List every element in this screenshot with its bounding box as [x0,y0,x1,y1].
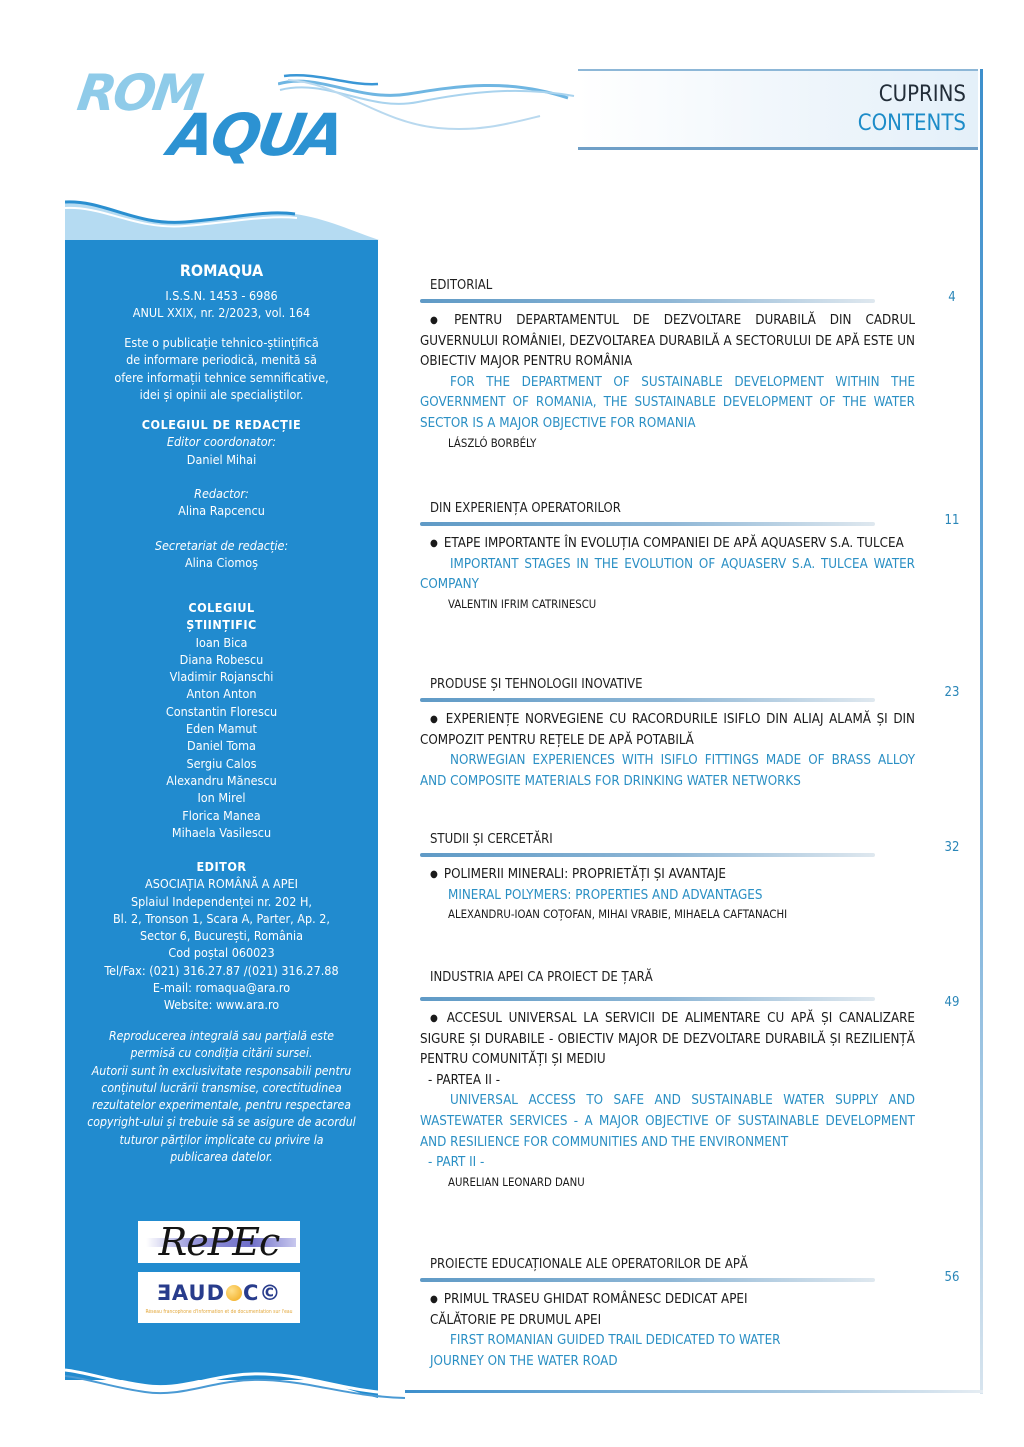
editor-heading: EDITOR [196,859,247,874]
page-number[interactable]: 56 [944,1270,960,1285]
bullet-icon: ● [430,1013,441,1024]
section-title: DIN EXPERIENȚA OPERATORILOR [430,501,621,516]
bottom-border-line [405,1390,983,1393]
email-link[interactable]: E-mail: romaqua@ara.ro [152,980,291,996]
header-title-ro: CUPRINS [878,82,966,107]
toc-section-water-industry [420,969,920,1192]
board-member: Florica Manea [182,807,261,823]
board-member: Daniel Toma [187,738,256,754]
bullet-icon: ● [430,714,440,725]
redactor-name: Alina Rapcencu [178,503,265,519]
logo-wave-ribbon-icon [278,72,578,142]
section-title: PROIECTE EDUCAȚIONALE ALE OPERATORILOR DE APĂ [430,1257,748,1272]
sidebar-bottom-wave-icon [65,1360,405,1400]
article-authors: LÁSZLÓ BORBÉLY [448,436,537,450]
article-title-en: FOR THE DEPARTMENT OF SUSTAINABLE DEVELOPMENT WITHIN THE GOVERNMENT OF ROMANIA, THE SUSTAINABLE DEVELOPMENT OF THE WATER SECTOR IS A MAJOR OBJECTIVE FOR ROMANIA [420,374,915,431]
sidebar-masthead [65,240,378,1380]
article-title-ro: PENTRU DEPARTAMENTUL DE DEZVOLTARE DURABILĂ DIN CADRUL GUVERNULUI ROMÂNIEI, DEZVOLTAREA DURABILĂ A SECTORULUI DE APĂ ESTE UN OBIECTIV MAJOR PENTRU ROMÂNIA [420,313,915,370]
toc-entry[interactable] [420,534,920,614]
bullet-icon: ● [430,538,438,549]
notice-line: conținutul lucrării transmise, corectitudinea [101,1080,342,1095]
section-divider [420,1278,875,1282]
header-title-en: CONTENTS [857,111,966,136]
article-subtitle-ro: CĂLĂTORIE PE DRUMUL APEI [430,1312,602,1328]
issn: I.S.S.N. 1453 - 6986 [165,288,278,303]
page-number[interactable]: 49 [944,995,960,1010]
journal-name: ROMAQUA [179,261,264,280]
article-authors: VALENTIN IFRIM CATRINESCU [448,597,597,611]
board-member: Alexandru Mănescu [166,772,277,788]
toc-section-editorial [420,277,920,453]
toc-entry[interactable] [420,865,920,924]
section-divider [420,997,875,1001]
notice-line: copyright-ului și trebuie să se asigure de acordul [87,1115,356,1130]
bullet-icon: ● [430,1294,438,1305]
notice-line: tuturor părților implicate cu privire la [119,1132,324,1147]
section-title: INDUSTRIA APEI CA PROIECT DE ȚARĂ [430,970,653,985]
page-number[interactable]: 32 [944,840,960,855]
article-subtitle-en: JOURNEY ON THE WATER ROAD [430,1353,618,1369]
section-title: STUDII ȘI CERCETĂRI [430,832,553,847]
bullet-icon: ● [430,315,449,326]
section-divider [420,299,875,303]
section-divider [420,853,875,857]
toc-section-educational-projects [420,1256,920,1372]
article-title-ro: ACCESUL UNIVERSAL LA SERVICII DE ALIMENTARE CU APĂ ȘI CANALIZARE SIGURE ȘI DURABILE - OBIECTIV MAJOR DE DEZVOLTARE DURABILĂ ȘI REZILIENȚĂ PENTRU COMUNITĂȚI ȘI MEDIU [420,1011,915,1068]
coordinator-label: Editor coordonator: [166,434,277,450]
page-number[interactable]: 4 [948,290,956,305]
page-number[interactable]: 11 [944,513,960,528]
article-title-en: UNIVERSAL ACCESS TO SAFE AND SUSTAINABLE WATER SUPPLY AND WASTEWATER SERVICES - A MAJOR OBJECTIVE OF SUSTAINABLE DEVELOPMENT AND RESILIENCE FOR COMMUNITIES AND THE ENVIRONMENT [420,1093,915,1150]
toc-entry[interactable] [420,710,920,792]
article-title-en: IMPORTANT STAGES IN THE EVOLUTION OF AQUASERV S.A. TULCEA WATER COMPANY [420,556,915,593]
website-link[interactable]: Website: www.ara.ro [163,997,280,1013]
bullet-icon: ● [430,869,438,880]
address-line: Sector 6, București, România [139,928,304,944]
address-line: Splaiul Independenței nr. 202 H, [131,893,312,909]
description-line: idei și opinii ale specialiștilor. [139,386,304,402]
section-title: EDITORIAL [430,278,493,293]
board-member: Anton Anton [186,686,257,702]
article-part-ro: - PARTEA II - [428,1072,501,1088]
article-part-en: - PART II - [428,1155,485,1171]
toc-section-studies-research [420,831,920,924]
publisher-name: ASOCIAȚIA ROMÂNĂ A APEI [145,876,298,892]
article-title-en: FIRST ROMANIAN GUIDED TRAIL DEDICATED TO WATER [450,1333,781,1349]
toc-entry[interactable] [420,311,920,453]
article-authors: ALEXANDRU-IOAN COȚOFAN, MIHAI VRABIE, MIHAELA CAFTANACHI [448,908,788,922]
journal-description [65,334,378,403]
scientific-board-heading: COLEGIUL [188,600,255,615]
notice-line: Autorii sunt în exclusivitate responsabili pentru [91,1063,352,1078]
article-title-ro: EXPERIENȚE NORVEGIENE CU RACORDURILE ISIFLO DIN ALIAJ ALAMĂ ȘI DIN COMPOZIT PENTRU REȚELE DE APĂ POTABILĂ [420,712,916,748]
board-member: Sergiu Calos [186,755,257,771]
repec-logo [138,1221,300,1263]
romaqua-logo [73,64,578,188]
notice-line: permisă cu condiția citării sursei. [130,1046,313,1061]
board-member: Ioan Bica [195,634,248,650]
logo-text-rom: ROM [73,64,204,122]
editorial-board-heading: COLEGIUL DE REDACȚIE [141,417,302,432]
contents-header [578,69,978,150]
article-authors: AURELIAN LEONARD DANU [448,1175,585,1189]
eaudoc-logo-text-b: C© [243,1281,282,1305]
right-border-line [980,69,983,1394]
toc-section-operator-experience [420,500,920,614]
copyright-notice [65,1028,378,1166]
section-title: PRODUSE ȘI TEHNOLOGII INOVATIVE [430,677,643,692]
board-member: Eden Mamut [186,721,257,737]
board-member: Ion Mirel [197,790,246,806]
logo-text-aqua: AQUA [164,101,348,169]
scientific-board-heading: ȘTIINȚIFIC [186,617,257,633]
issue-info: ANUL XXIX, nr. 2/2023, vol. 164 [132,305,311,321]
eaudoc-subtitle: Réseau francophone d'Information et de documentation sur l'eau [145,1309,293,1315]
toc-entry[interactable] [420,1009,920,1192]
eaudoc-dot-icon [226,1285,242,1301]
description-line: de informare periodică, menită să [126,352,317,368]
secretariat-name: Alina Ciomoș [184,555,259,571]
toc-entry[interactable] [420,1290,920,1372]
section-divider [420,698,875,702]
description-line: ofere informații tehnice semnificative, [114,369,329,385]
sidebar-top-wave-icon [65,196,379,240]
description-line: Este o publicație tehnico-științifică [124,335,319,350]
page-number[interactable]: 23 [944,685,960,700]
board-member: Mihaela Vasilescu [171,824,272,840]
article-title-ro: PRIMUL TRASEU GHIDAT ROMÂNESC DEDICAT APEI [443,1292,748,1307]
article-title-en: MINERAL POLYMERS: PROPERTIES AND ADVANTAGES [448,887,763,903]
article-title-en: NORWEGIAN EXPERIENCES WITH ISIFLO FITTINGS MADE OF BRASS ALLOY AND COMPOSITE MATERIALS FOR DRINKING WATER NETWORKS [420,753,915,789]
scientific-board [65,599,378,841]
section-divider [420,522,875,526]
address-line: Bl. 2, Tronson 1, Scara A, Parter, Ap. 2, [112,910,331,926]
postal-code: Cod poștal 060023 [168,945,275,961]
toc-section-innovative-products [420,676,920,792]
board-member: Vladimir Rojanschi [169,669,274,685]
eaudoc-logo-text-a: ƎAUD [156,1281,225,1305]
secretariat-label: Secretariat de redacție: [154,538,289,553]
redactor-label: Redactor: [194,486,249,501]
eaudoc-logo [138,1272,300,1323]
notice-line: rezultatelor experimentale, pentru respectarea [91,1098,352,1113]
notice-line: Reproducerea integrală sau parțială este [108,1029,335,1043]
repec-logo-text: RePEc [158,1220,280,1264]
board-member: Diana Robescu [179,651,264,667]
coordinator-name: Daniel Mihai [186,451,257,467]
phone-fax: Tel/Fax: (021) 316.27.87 /(021) 316.27.88 [104,962,339,978]
article-title-ro: POLIMERII MINERALI: PROPRIETĂȚI ȘI AVANTAJE [443,867,726,882]
notice-line: publicarea datelor. [170,1150,273,1165]
article-title-ro: ETAPE IMPORTANTE ÎN EVOLUȚIA COMPANIEI DE APĂ AQUASERV S.A. TULCEA [443,536,904,551]
board-member: Constantin Florescu [165,703,278,719]
publisher-info [65,858,378,1014]
